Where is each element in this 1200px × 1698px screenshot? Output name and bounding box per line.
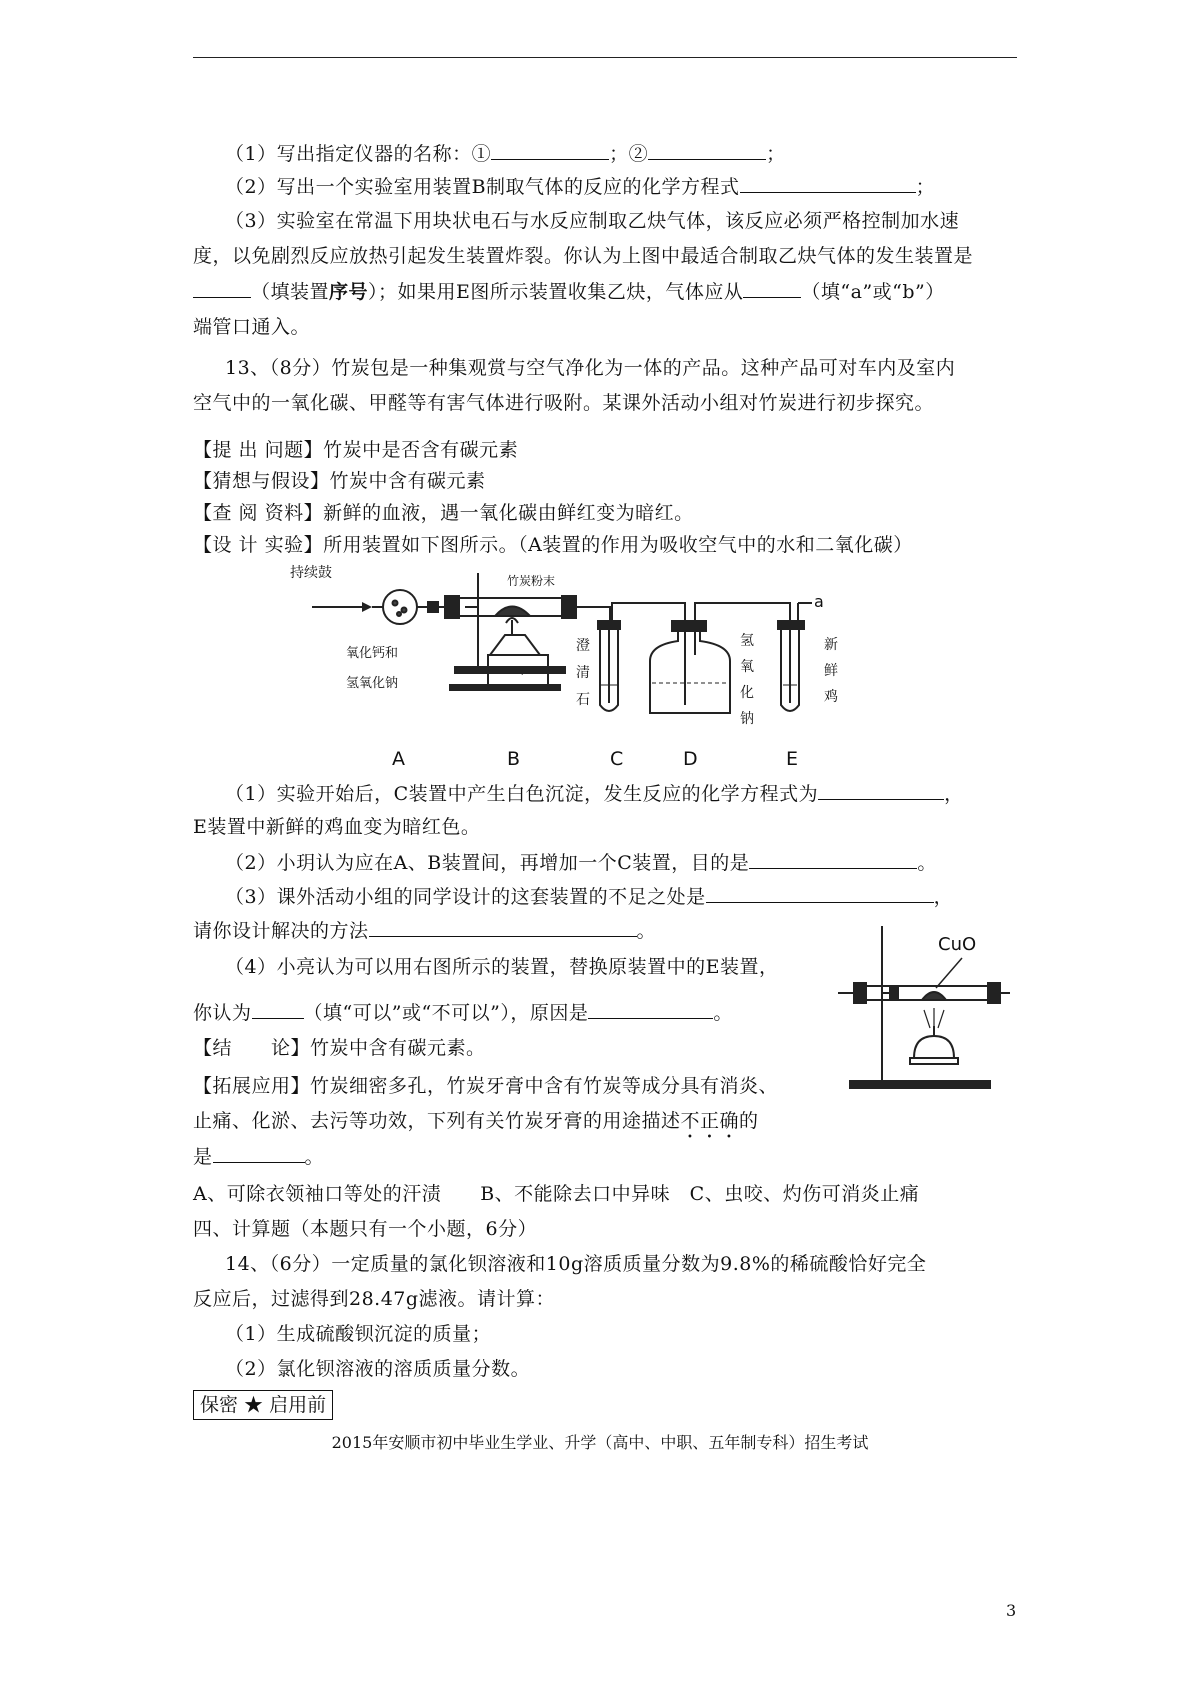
label-apparatus-c: C [610,748,624,770]
apparatus-figure [290,565,900,775]
q13-intro-line1: 13、（8分）竹炭包是一种集观赏与空气净化为一体的产品。这种产品可对车内及室内 [225,357,956,379]
q13-extension-line2: 止痛、化淤、去污等功效，下列有关竹炭牙膏的用途描述不正确的 [193,1110,759,1132]
label-absorbent-line2: 氢氧化钠 [346,676,399,691]
q13-sub3-line1: （3）课外活动小组的同学设计的这套装置的不足之处是 ， [225,886,954,908]
svg-text:鲜: 鲜 [824,663,838,679]
answer-blank[interactable] [743,279,801,298]
answer-blank[interactable] [749,850,917,869]
page-number: 3 [1006,1601,1017,1620]
svg-text:+: + [518,667,527,678]
cuo-apparatus-figure [830,918,1010,1103]
header-rule [193,57,1017,58]
svg-text:钠: 钠 [740,711,754,727]
q13-hypothesis: 【猜想与假设】竹炭中含有碳元素 [193,470,486,492]
arrow-head-icon [362,602,372,612]
q13-intro-line2: 空气中的一氧化碳、甲醛等有害气体进行吸附。某课外活动小组对竹炭进行初步探究。 [193,392,935,414]
confidential-box: 保密 ★ 启用前 [193,1390,333,1420]
svg-text:化: 化 [740,685,754,701]
exam-title-footer: 2015年安顺市初中毕业生学业、升学（高中、中职、五年制专科）招生考试 [331,1433,869,1452]
q13-design: 【设 计 实验】所用装置如下图所示。（A装置的作用为吸收空气中的水和二氧化碳） [193,534,913,556]
label-blow: 持续鼓 [290,565,332,581]
q13-problem: 【提 出 问题】竹炭中是否含有碳元素 [193,439,519,461]
svg-text:鸡: 鸡 [824,689,838,705]
answer-blank[interactable] [491,141,609,160]
label-powder: 竹炭粉末 [507,574,556,588]
q12-part3-line3: （填装置序号）；如果用E图所示装置收集乙炔，气体应从 （填“a”或“b”） [193,279,945,304]
q13-sub2: （2）小玥认为应在A、B装置间，再增加一个C装置，目的是 。 [225,852,937,874]
q13-extension-line3: 是 。 [193,1146,325,1168]
cuo-powder [922,992,946,1000]
q12-part3-line2: 度，以免剧烈反应放热引起发生装置炸裂。你认为上图中最适合制取乙炔气体的发生装置是 [193,245,974,267]
q13-sub4-line2: 你认为 （填“可以”或“不可以”），原因是 。 [193,1002,733,1024]
q13-sub3-line2: 请你设计解决的方法 。 [193,920,657,942]
section-4-heading: 四、计算题（本题只有一个小题，6分） [193,1218,538,1240]
charcoal-powder [495,607,530,617]
label-absorbent-line1: 氧化钙和 [346,646,399,661]
label-port-a: a [814,592,824,611]
q13-extension-line1: 【拓展应用】竹炭细密多孔，竹炭牙膏中含有竹炭等成分具有消炎、 [193,1075,779,1097]
svg-text:新: 新 [824,637,838,653]
answer-blank[interactable] [369,918,637,937]
label-apparatus-d: D [683,748,698,770]
q14-sub1: （1）生成硫酸钡沉淀的质量； [225,1323,492,1345]
answer-blank[interactable] [193,279,251,298]
label-cuo: CuO [938,934,977,955]
q12-part3-line1: （3）实验室在常温下用块状电石与水反应制取乙炔气体，该反应必须严格控制加水速 [225,210,960,232]
label-apparatus-a: A [392,748,405,770]
q14-line2: 反应后，过滤得到28.47g滤液。请计算： [193,1288,556,1310]
q12-part3-line4: 端管口通入。 [193,316,311,338]
q13-info: 【查 阅 资料】新鲜的血液，遇一氧化碳由鲜红变为暗红。 [193,502,694,524]
svg-text:澄: 澄 [576,638,590,654]
gas-washing-bottle-d [650,631,730,713]
q13-conclusion: 【结 论】竹炭中含有碳元素。 [193,1037,486,1059]
answer-blank[interactable] [648,141,766,160]
q12-part2: （2）写出一个实验室用装置B制取气体的反应的化学方程式 ； [225,176,936,198]
answer-blank[interactable] [740,174,916,193]
svg-text:氢: 氢 [740,633,754,649]
svg-text:石: 石 [576,692,590,708]
q14-line1: 14、（6分）一定质量的氯化钡溶液和10g溶质质量分数为9.8%的稀硫酸恰好完全 [225,1253,927,1275]
answer-blank[interactable] [706,884,934,903]
answer-blank[interactable] [252,1000,304,1019]
answer-blank[interactable] [588,1000,713,1019]
svg-text:氧: 氧 [740,659,754,675]
q13-sub4-line1: （4）小亮认为可以用右图所示的装置，替换原装置中的E装置， [225,956,779,978]
q13-options: A、可除衣领袖口等处的汗渍 B、不能除去口中异味 C、虫咬、灼伤可消炎止痛 [193,1183,920,1205]
q12-part1: （1）写出指定仪器的名称：① ；② ； [225,143,786,165]
svg-text:清: 清 [576,665,590,681]
drying-tube-bulb [383,590,417,624]
label-apparatus-e: E [786,748,799,770]
q13-sub1-line1: （1）实验开始后，C装置中产生白色沉淀，发生反应的化学方程式为 ， [225,783,964,805]
label-apparatus-b: B [507,748,521,770]
q14-sub2: （2）氯化钡溶液的溶质质量分数。 [225,1358,531,1380]
alcohol-lamp [490,635,540,655]
answer-blank[interactable] [818,781,944,800]
answer-blank[interactable] [213,1144,305,1163]
alcohol-lamp [914,1036,954,1058]
q13-sub1-line2: E装置中新鲜的鸡血变为暗红色。 [193,816,481,838]
